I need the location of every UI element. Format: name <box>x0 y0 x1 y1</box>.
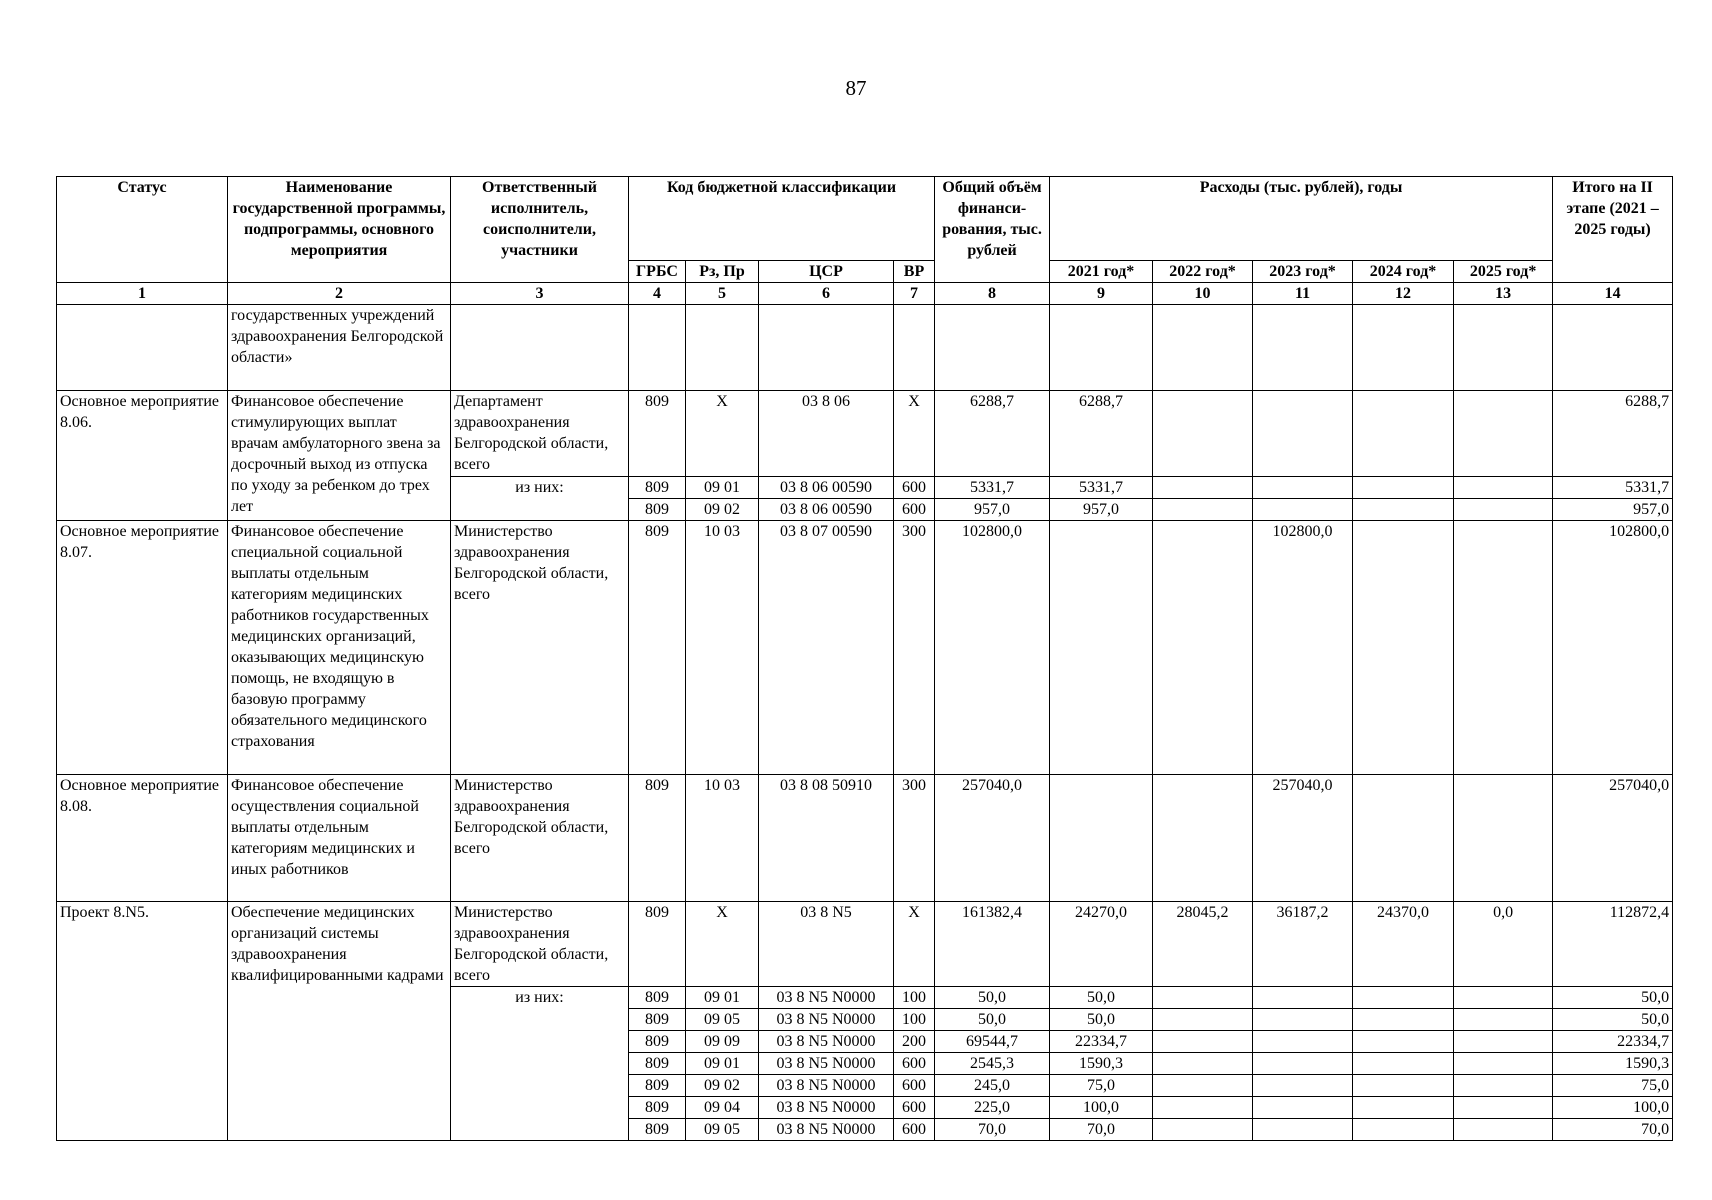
cell-2023: 102800,0 <box>1253 521 1353 775</box>
cell-2024 <box>1353 521 1454 775</box>
cell-2021: 1590,3 <box>1050 1053 1153 1075</box>
cell-2021: 22334,7 <box>1050 1031 1153 1053</box>
cell-total: 50,0 <box>935 1009 1050 1031</box>
header-2025: 2025 год* <box>1454 261 1553 283</box>
header-responsible: Ответственный исполнитель, соисполнители, участники <box>451 177 629 283</box>
cell-2025 <box>1454 775 1553 902</box>
cell-grbs: 809 <box>629 477 686 499</box>
col-number: 4 <box>629 283 686 305</box>
cell-vr: 600 <box>894 499 935 521</box>
cell-vr: 100 <box>894 1009 935 1031</box>
header-row-1 <box>57 177 1673 261</box>
cell-2021: 70,0 <box>1050 1119 1153 1141</box>
cell-csr: 03 8 N5 N0000 <box>759 1075 894 1097</box>
col-number: 9 <box>1050 283 1153 305</box>
page-number: 87 <box>845 76 867 100</box>
cell-total: 70,0 <box>935 1119 1050 1141</box>
cell-2022 <box>1153 521 1253 775</box>
cell-2023 <box>1253 391 1353 477</box>
cell-csr: 03 8 N5 N0000 <box>759 1053 894 1075</box>
col-number: 12 <box>1353 283 1454 305</box>
header-expenses: Расходы (тыс. рублей), годы <box>1050 177 1553 261</box>
cell-grbs: 809 <box>629 987 686 1009</box>
header-rzpr: Рз, Пр <box>686 261 759 283</box>
col-number: 5 <box>686 283 759 305</box>
cell-csr: 03 8 07 00590 <box>759 521 894 775</box>
col-number: 11 <box>1253 283 1353 305</box>
cell-grbs: 809 <box>629 902 686 987</box>
cell-2021: 50,0 <box>1050 1009 1153 1031</box>
cell-rzpr: 10 03 <box>686 521 759 775</box>
cell-rzpr: 09 04 <box>686 1097 759 1119</box>
header-2022: 2022 год* <box>1153 261 1253 283</box>
cell-stage: 102800,0 <box>1553 521 1673 775</box>
cell-rzpr: 09 02 <box>686 1075 759 1097</box>
cell-total: 6288,7 <box>935 391 1050 477</box>
cell-2023: 257040,0 <box>1253 775 1353 902</box>
cell-2021 <box>1050 775 1153 902</box>
header-status: Статус <box>57 177 228 283</box>
col-number: 8 <box>935 283 1050 305</box>
col-number: 7 <box>894 283 935 305</box>
cell-rzpr: Х <box>686 391 759 477</box>
col-number: 10 <box>1153 283 1253 305</box>
row-8-06-status: Основное мероприятие 8.06. <box>57 391 228 521</box>
continuation-name: государственных учреждений здравоохранения Белгородской области» <box>228 305 451 391</box>
row-8-07-status: Основное мероприятие 8.07. <box>57 521 228 775</box>
cell-csr: 03 8 N5 N0000 <box>759 1009 894 1031</box>
cell-rzpr: Х <box>686 902 759 987</box>
cell-csr: 03 8 N5 <box>759 902 894 987</box>
cell-total: 225,0 <box>935 1097 1050 1119</box>
column-numbers-row <box>57 283 1673 305</box>
cell-csr: 03 8 N5 N0000 <box>759 1119 894 1141</box>
row-8-08 <box>57 775 1673 902</box>
cell-rzpr: 09 05 <box>686 1009 759 1031</box>
cell-total: 69544,7 <box>935 1031 1050 1053</box>
cell-grbs: 809 <box>629 775 686 902</box>
cell-grbs: 809 <box>629 1031 686 1053</box>
cell-total: 5331,7 <box>935 477 1050 499</box>
cell-vr: 600 <box>894 1075 935 1097</box>
cell-stage: 22334,7 <box>1553 1031 1673 1053</box>
cell-2021: 5331,7 <box>1050 477 1153 499</box>
cell-vr: 200 <box>894 1031 935 1053</box>
col-number: 2 <box>228 283 451 305</box>
cell-stage: 75,0 <box>1553 1075 1673 1097</box>
cell-grbs: 809 <box>629 521 686 775</box>
cell-vr: 300 <box>894 775 935 902</box>
cell-stage: 100,0 <box>1553 1097 1673 1119</box>
col-number: 13 <box>1454 283 1553 305</box>
cell-rzpr: 09 02 <box>686 499 759 521</box>
cell-total: 50,0 <box>935 987 1050 1009</box>
cell-csr: 03 8 N5 N0000 <box>759 987 894 1009</box>
cell-2021: 6288,7 <box>1050 391 1153 477</box>
cell-grbs: 809 <box>629 1075 686 1097</box>
col-number: 1 <box>57 283 228 305</box>
cell-2025: 0,0 <box>1454 902 1553 987</box>
col-number: 14 <box>1553 283 1673 305</box>
header-total: Общий объём финанси-рования, тыс. рублей <box>935 177 1050 283</box>
cell-rzpr: 09 01 <box>686 1053 759 1075</box>
cell-grbs: 809 <box>629 1053 686 1075</box>
header-stage-total: Итого на II этапе (2021 – 2025 годы) <box>1553 177 1673 283</box>
cell-vr: Х <box>894 902 935 987</box>
budget-table <box>56 176 1673 1141</box>
cell-csr: 03 8 N5 N0000 <box>759 1031 894 1053</box>
cell-vr: 600 <box>894 477 935 499</box>
header-2023: 2023 год* <box>1253 261 1353 283</box>
cell-2021: 100,0 <box>1050 1097 1153 1119</box>
cell-csr: 03 8 08 50910 <box>759 775 894 902</box>
cell-grbs: 809 <box>629 1119 686 1141</box>
row-8-08-responsible: Министерство здравоохранения Белгородской области, всего <box>451 775 629 902</box>
header-name: Наименование государственной программы, подпрограммы, основного мероприятия <box>228 177 451 283</box>
header-vr: ВР <box>894 261 935 283</box>
row-8-07 <box>57 521 1673 775</box>
header-budget-code: Код бюджетной классификации <box>629 177 935 261</box>
cell-2025 <box>1454 521 1553 775</box>
cell-stage: 257040,0 <box>1553 775 1673 902</box>
row-8-07-name: Финансовое обеспечение специальной социальной выплаты отдельным категориям медицинских работников государственных медицинских организаций, оказывающих медицинскую помощь, не входящую в базовую программу обязательного медицинского страхования <box>228 521 451 775</box>
header-grbs: ГРБС <box>629 261 686 283</box>
cell-stage: 50,0 <box>1553 1009 1673 1031</box>
cell-2021: 957,0 <box>1050 499 1153 521</box>
row-n5-of-them: из них: <box>451 987 629 1141</box>
cell-vr: 300 <box>894 521 935 775</box>
cell-vr: 100 <box>894 987 935 1009</box>
cell-2024 <box>1353 775 1454 902</box>
cell-total: 161382,4 <box>935 902 1050 987</box>
cell-2022: 28045,2 <box>1153 902 1253 987</box>
cell-stage: 5331,7 <box>1553 477 1673 499</box>
cell-grbs: 809 <box>629 1097 686 1119</box>
cell-stage: 112872,4 <box>1553 902 1673 987</box>
cell-stage: 50,0 <box>1553 987 1673 1009</box>
cell-rzpr: 10 03 <box>686 775 759 902</box>
row-8-07-responsible: Министерство здравоохранения Белгородской области, всего <box>451 521 629 775</box>
header-2024: 2024 год* <box>1353 261 1454 283</box>
cell-total: 245,0 <box>935 1075 1050 1097</box>
cell-total: 2545,3 <box>935 1053 1050 1075</box>
cell-csr: 03 8 06 00590 <box>759 499 894 521</box>
cell-csr: 03 8 N5 N0000 <box>759 1097 894 1119</box>
cell-2024 <box>1353 391 1454 477</box>
row-8-06-main <box>57 391 1673 477</box>
row-8-08-status: Основное мероприятие 8.08. <box>57 775 228 902</box>
cell-2021: 24270,0 <box>1050 902 1153 987</box>
cell-rzpr: 09 01 <box>686 477 759 499</box>
cell-stage: 957,0 <box>1553 499 1673 521</box>
cell-vr: 600 <box>894 1053 935 1075</box>
cell-rzpr: 09 05 <box>686 1119 759 1141</box>
cell-rzpr: 09 01 <box>686 987 759 1009</box>
header-2021: 2021 год* <box>1050 261 1153 283</box>
cell-2021: 50,0 <box>1050 987 1153 1009</box>
cell-stage: 70,0 <box>1553 1119 1673 1141</box>
cell-csr: 03 8 06 00590 <box>759 477 894 499</box>
cell-grbs: 809 <box>629 1009 686 1031</box>
continuation-row <box>57 305 1673 391</box>
cell-2021: 75,0 <box>1050 1075 1153 1097</box>
cell-total: 257040,0 <box>935 775 1050 902</box>
cell-stage: 1590,3 <box>1553 1053 1673 1075</box>
row-8-06-responsible: Департамент здравоохранения Белгородской области, всего <box>451 391 629 477</box>
cell-2023: 36187,2 <box>1253 902 1353 987</box>
cell-grbs: 809 <box>629 499 686 521</box>
header-csr: ЦСР <box>759 261 894 283</box>
row-8-06-name: Финансовое обеспечение стимулирующих выплат врачам амбулаторного звена за досрочный выход из отпуска по уходу за ребенком до трех лет <box>228 391 451 521</box>
row-8-08-name: Финансовое обеспечение осуществления социальной выплаты отдельным категориям медицинских и иных работников <box>228 775 451 902</box>
row-n5-main <box>57 902 1673 987</box>
cell-grbs: 809 <box>629 391 686 477</box>
cell-vr: 600 <box>894 1097 935 1119</box>
col-number: 6 <box>759 283 894 305</box>
row-n5-responsible: Министерство здравоохранения Белгородской области, всего <box>451 902 629 987</box>
cell-2022 <box>1153 775 1253 902</box>
cell-csr: 03 8 06 <box>759 391 894 477</box>
row-n5-name: Обеспечение медицинских организаций системы здравоохранения квалифицированными кадрами <box>228 902 451 1141</box>
cell-2025 <box>1454 391 1553 477</box>
cell-total: 957,0 <box>935 499 1050 521</box>
col-number: 3 <box>451 283 629 305</box>
row-n5-status: Проект 8.N5. <box>57 902 228 1141</box>
cell-rzpr: 09 09 <box>686 1031 759 1053</box>
cell-vr: Х <box>894 391 935 477</box>
cell-2022 <box>1153 391 1253 477</box>
cell-total: 102800,0 <box>935 521 1050 775</box>
cell-2024: 24370,0 <box>1353 902 1454 987</box>
cell-stage: 6288,7 <box>1553 391 1673 477</box>
row-8-06-of-them: из них: <box>451 477 629 521</box>
cell-2021 <box>1050 521 1153 775</box>
cell-vr: 600 <box>894 1119 935 1141</box>
